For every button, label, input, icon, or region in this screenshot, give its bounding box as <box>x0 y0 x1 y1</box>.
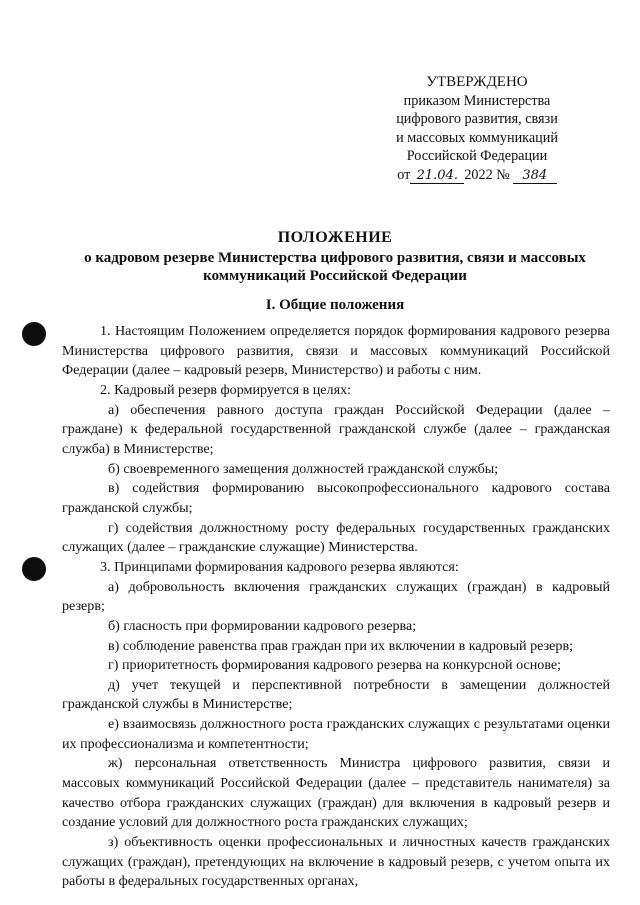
approval-heading: УТВЕРЖДЕНО <box>426 74 528 90</box>
paragraph: ж) персональная ответственность Министра цифрового развития, связи и массовых коммуникаций Российской Федерации (далее – представитель нанимателя) за качество отбора гражданских служащих (граждан) для включения в кадровый резерв и создание условий для должностного роста гражданских служащих; <box>62 755 610 831</box>
paragraph: б) гласность при формировании кадрового резерва; <box>108 617 417 634</box>
handwritten-date: 21.04. <box>410 169 464 184</box>
paragraph: а) обеспечения равного доступа граждан Российской Федерации (далее – граждане) к федеральной государственной гражданской службе (далее – гражданская служба) в Министерстве; <box>62 401 610 457</box>
approval-line: и массовых коммуникаций <box>396 129 558 146</box>
paragraph: 1. Настоящим Положением определяется порядок формирования кадрового резерва Министерства цифрового развития, связи и массовых коммуникаций Российской Федерации (далее – кадровый резерв, Министерство) и работы с ним. <box>62 323 610 379</box>
paragraph: в) соблюдение равенства прав граждан при их включении в кадровый резерв; <box>108 637 574 654</box>
handwritten-order-number: 384 <box>513 169 557 184</box>
paragraph: 3. Принципами формирования кадрового резерва являются: <box>100 558 459 575</box>
approval-block <box>372 73 582 185</box>
paragraph: 2. Кадровый резерв формируется в целях: <box>100 381 352 398</box>
punch-hole-mark <box>22 322 46 346</box>
paragraph: г) содействия должностному росту федеральных государственных гражданских служащих (далее – гражданские служащие) Министерства. <box>62 519 610 556</box>
paragraph: б) своевременного замещения должностей гражданской службы; <box>108 460 499 477</box>
date-prefix: от <box>397 166 411 183</box>
document-title <box>60 229 610 286</box>
approval-line: Российской Федерации <box>406 148 548 165</box>
punch-hole-mark <box>22 557 46 581</box>
title-subtitle: о кадровом резерве Министерства цифрового развития, связи и массовых коммуникаций Российской Федерации <box>84 249 586 285</box>
paragraph: г) приоритетность формирования кадрового резерва на конкурсной основе; <box>108 657 562 674</box>
paragraph: з) объективность оценки профессиональных и личностных качеств гражданских служащих (граждан), претендующих на включение в кадровый резерв, с учетом опыта их работы в федеральных государственных органах, <box>62 834 610 890</box>
paragraph: е) взаимосвязь должностного роста гражданских служащих с результатами оценки их профессионализма и компетентности; <box>62 716 610 752</box>
title-main: ПОЛОЖЕНИЕ <box>277 229 393 246</box>
document-body <box>62 322 610 892</box>
approval-line: цифрового развития, связи <box>396 111 558 128</box>
paragraph: а) добровольность включения гражданских служащих (граждан) в кадровый резерв; <box>62 578 610 615</box>
paragraph: д) учет текущей и перспективной потребности в замещении должностей гражданской службы в Министерстве; <box>62 676 610 713</box>
approval-line: приказом Министерства <box>403 92 551 109</box>
approval-date-line <box>372 166 582 185</box>
paragraph: в) содействия формированию высокопрофессионального кадрового состава гражданской службы; <box>62 480 610 516</box>
year-number-text: 2022 № <box>464 166 510 183</box>
section-heading: I. Общие положения <box>265 297 405 313</box>
